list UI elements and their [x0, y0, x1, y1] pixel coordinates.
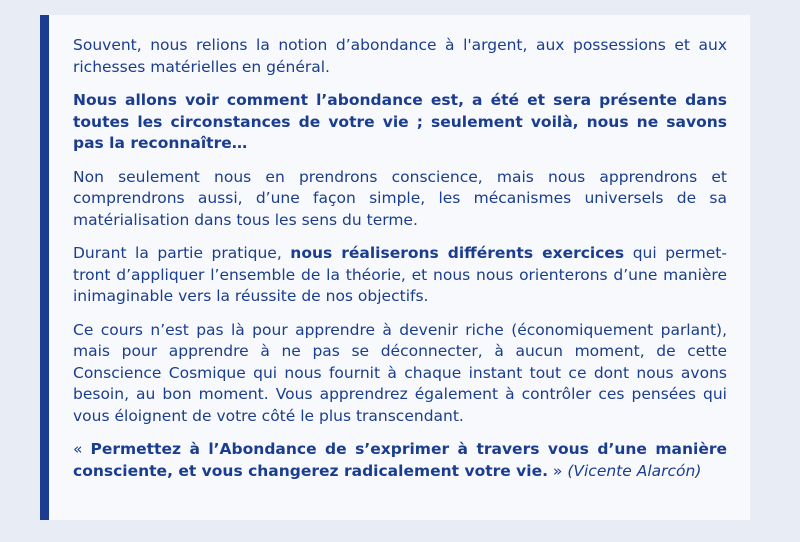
accent-bar — [40, 15, 49, 520]
quote-paragraph — [73, 439, 727, 482]
quote-author: (Vicente Alarcón) — [567, 461, 702, 480]
quote-open-mark: « — [73, 440, 91, 458]
card-content — [73, 35, 727, 494]
paragraph-intro: Souvent, nous relions la notion d’abondance à l'argent, aux possessions et aux richesses matérielles en général. — [73, 36, 727, 76]
practice-text-start: Durant la partie pratique, — [73, 244, 291, 262]
paragraph-course-purpose: Ce cours n’est pas là pour apprendre à devenir riche (économiquement parlant), mais pour apprendre à ne pas se déconnecter, à aucun moment, de cette Conscience Cosmique qui nous fournit à chaque instant tout ce dont nous avons besoin, au bon moment. Vous apprendrez également à contrôler ces pensées qui vous éloignent de votre côté le plus transcendant. — [73, 320, 727, 425]
paragraph-highlight: Nous allons voir comment l’abondance est, a été et sera présente dans toutes les circonstances de votre vie ; seulement voilà, nous ne savons pas la reconnaître… — [73, 91, 727, 152]
paragraph-practice — [73, 243, 727, 308]
practice-text-bold: nous réaliserons différents exercices — [290, 244, 625, 262]
quote-close-mark: » — [548, 461, 568, 480]
practice-text-end: qui permet-tront d’appliquer l’ensemble de la théorie, et nous nous orienterons d’une manière inimaginable vers la réussite de nos objectifs. — [73, 244, 727, 305]
text-card — [40, 15, 750, 520]
paragraph-awareness: Non seulement nous en prendrons conscience, mais nous apprendrons et comprendrons aussi, d’une façon simple, les mécanismes universels de sa matérialisation dans tous les sens du terme. — [73, 167, 727, 229]
quote-text: Permettez à l’Abondance de s’exprimer à travers vous d’une manière consciente, et vous changerez radicalement votre vie. — [73, 440, 727, 480]
